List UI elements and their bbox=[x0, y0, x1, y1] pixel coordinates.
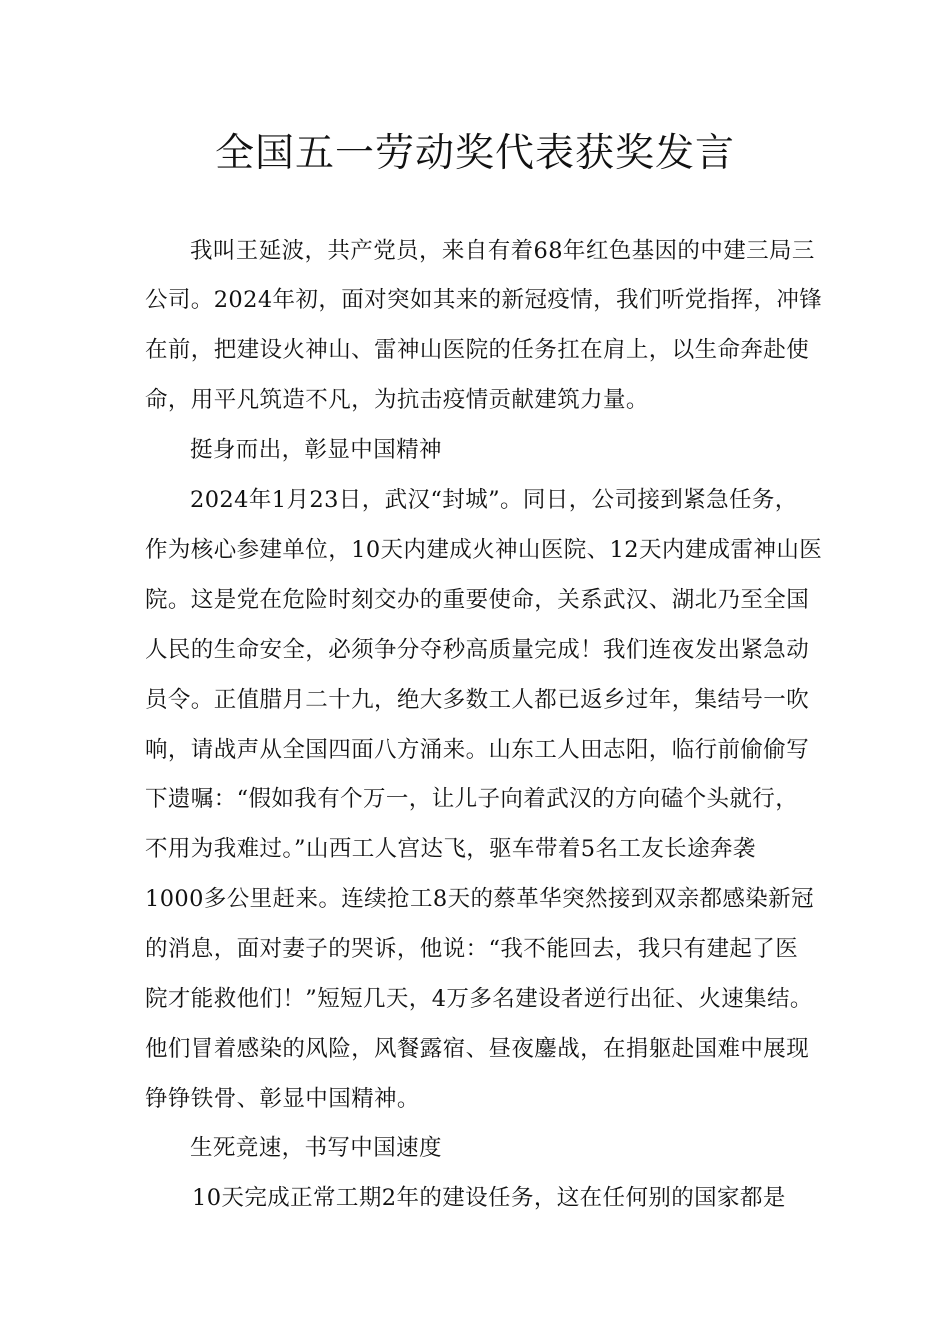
paragraph-line: 作为核心参建单位，10天内建成火神山医院、12天内建成雷神山医 bbox=[145, 537, 823, 563]
paragraph-line: 响，请战声从全国四面八方涌来。山东工人田志阳，临行前偷偷写 bbox=[145, 737, 810, 763]
paragraph-line: 不用为我难过。”山西工人宫达飞，驱车带着5名工友长途奔袭 bbox=[145, 836, 756, 862]
document-title: 全国五一劳动奖代表获奖发言 bbox=[214, 131, 735, 176]
paragraph-line: 人民的生命安全，必须争分夺秒高质量完成！我们连夜发出紧急动 bbox=[145, 637, 810, 663]
paragraph-line: 下遗嘱：“假如我有个万一，让儿子向着武汉的方向磕个头就行， bbox=[145, 786, 799, 812]
paragraph-line: 院才能救他们！”短短几天，4万多名建设者逆行出征、火速集结。 bbox=[145, 986, 813, 1012]
paragraph-line: 铮铮铁骨、彰显中国精神。 bbox=[145, 1086, 420, 1112]
paragraph-line: 10天完成正常工期2年的建设任务，这在任何别的国家都是 bbox=[192, 1185, 786, 1211]
paragraph-line: 在前，把建设火神山、雷神山医院的任务扛在肩上，以生命奔赴使 bbox=[145, 337, 810, 363]
paragraph-line: 员令。正值腊月二十九，绝大多数工人都已返乡过年，集结号一吹 bbox=[145, 687, 810, 713]
paragraph-line: 他们冒着感染的风险，风餐露宿、昼夜鏖战，在捐躯赴国难中展现 bbox=[145, 1036, 810, 1062]
paragraph-line: 2024年1月23日，武汉“封城”。同日，公司接到紧急任务， bbox=[190, 487, 798, 513]
paragraph-line: 命，用平凡筑造不凡，为抗击疫情贡献建筑力量。 bbox=[145, 387, 649, 413]
paragraph-line: 的消息，面对妻子的哭诉，他说：“我不能回去，我只有建起了医 bbox=[145, 936, 799, 962]
paragraph-line: 我叫王延波，共产党员，来自有着68年红色基因的中建三局三 bbox=[190, 238, 815, 264]
paragraph-line: 公司。2024年初，面对突如其来的新冠疫情，我们听党指挥，冲锋 bbox=[145, 287, 823, 313]
section-heading: 挺身而出，彰显中国精神 bbox=[190, 437, 442, 463]
paragraph-line: 院。这是党在危险时刻交办的重要使命，关系武汉、湖北乃至全国 bbox=[145, 587, 810, 613]
paragraph-line: 1000多公里赶来。连续抢工8天的蔡革华突然接到双亲都感染新冠 bbox=[145, 886, 814, 912]
section-heading: 生死竞速，书写中国速度 bbox=[190, 1135, 442, 1161]
